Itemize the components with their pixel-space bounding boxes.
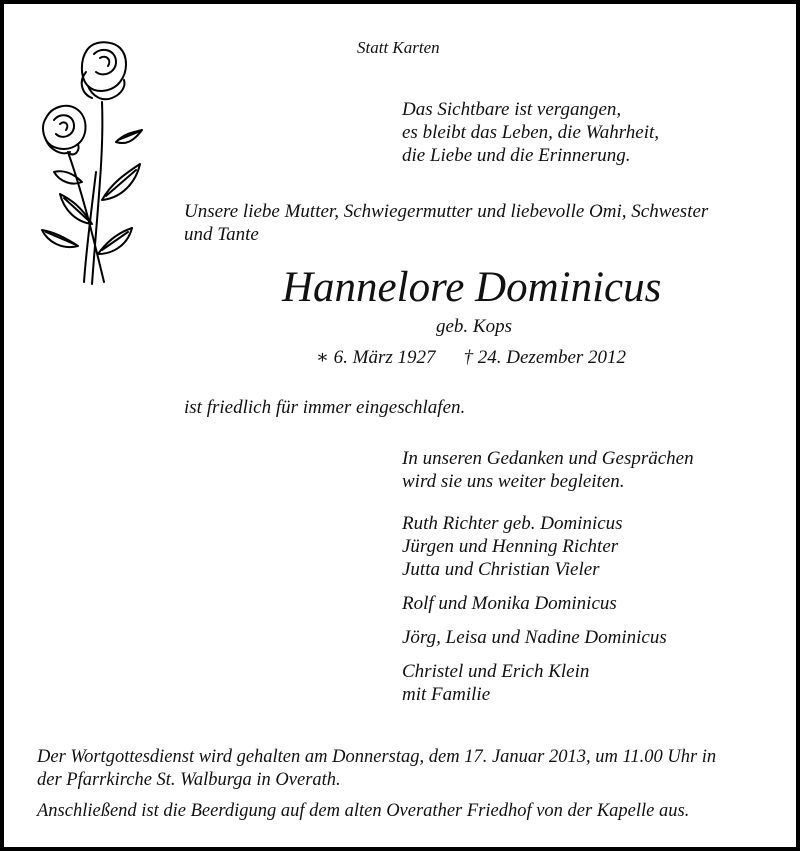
birth-name: geb. Kops: [436, 316, 512, 337]
birth-date: ∗ 6. März 1927: [316, 347, 436, 368]
mourner-group: [402, 626, 667, 649]
thoughts-line: wird sie uns weiter begleiten.: [402, 471, 625, 492]
death-date: † 24. Dezember 2012: [463, 347, 627, 368]
mourner-line: Rolf und Monika Dominicus: [402, 593, 617, 614]
memorial-quote: [402, 98, 659, 167]
thoughts-line: In unseren Gedanken und Gesprächen: [402, 448, 694, 469]
life-dates: [316, 346, 626, 369]
rose-icon: [32, 32, 152, 287]
mourner-line: mit Familie: [402, 684, 491, 705]
burial-notice: Anschließend ist die Beerdigung auf dem alten Overather Friedhof von der Kapelle aus.: [37, 801, 690, 821]
service-line: Der Wortgottesdienst wird gehalten am Donnerstag, dem 17. Januar 2013, um 11.00 Uhr in: [37, 747, 717, 767]
mourner-line: Christel und Erich Klein: [402, 661, 590, 682]
service-notice: [37, 746, 716, 792]
mourner-group: [402, 660, 667, 706]
thoughts-text: [402, 447, 694, 493]
mourners-list: [402, 512, 667, 717]
mourner-line: Jutta und Christian Vieler: [402, 559, 600, 580]
passing-text: ist friedlich für immer eingeschlafen.: [184, 397, 466, 418]
deceased-name: Hannelore Dominicus: [282, 264, 662, 311]
quote-line: die Liebe und die Erinnerung.: [402, 145, 631, 166]
intro-line: Unsere liebe Mutter, Schwiegermutter und liebevolle Omi, Schwester: [184, 201, 709, 222]
mourner-line: Ruth Richter geb. Dominicus: [402, 513, 623, 534]
intro-text: [184, 200, 708, 246]
statt-karten-label: Statt Karten: [357, 38, 440, 57]
mourner-line: Jörg, Leisa und Nadine Dominicus: [402, 627, 667, 648]
service-line: der Pfarrkirche St. Walburga in Overath.: [37, 770, 341, 790]
intro-line: und Tante: [184, 224, 259, 245]
mourner-line: Jürgen und Henning Richter: [402, 536, 619, 557]
quote-line: Das Sichtbare ist vergangen,: [402, 99, 622, 120]
mourner-group: [402, 512, 667, 581]
quote-line: es bleibt das Leben, die Wahrheit,: [402, 122, 660, 143]
mourner-group: [402, 592, 667, 615]
